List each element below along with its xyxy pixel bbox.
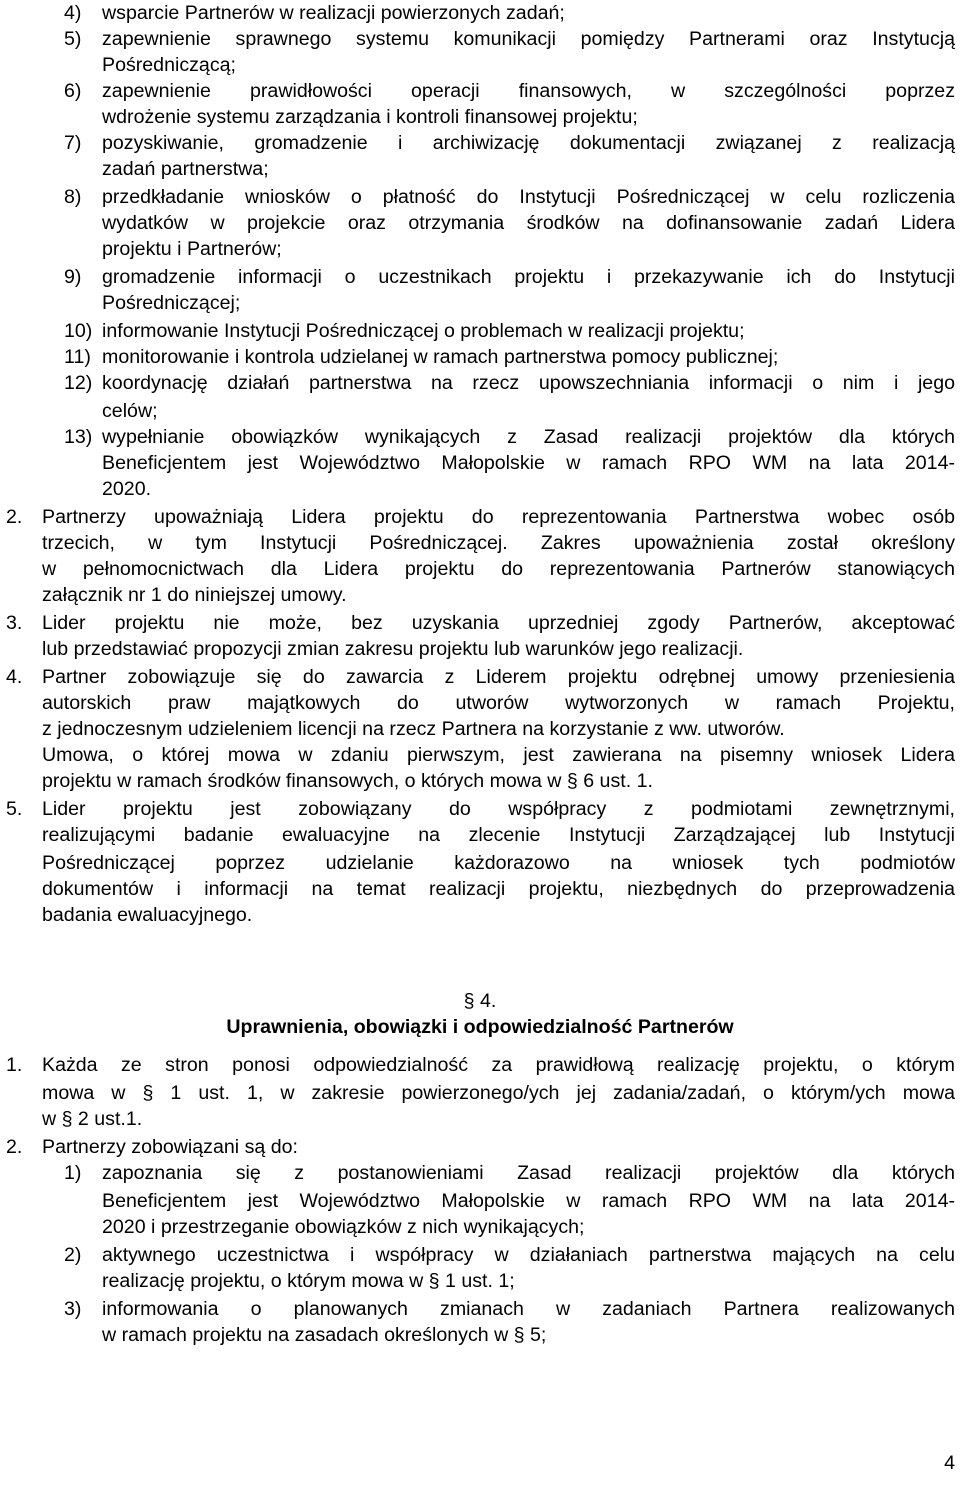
line-text: informowanie Instytucji Pośredniczącej o problemach w realizacji projektu; — [102, 320, 745, 342]
line-text: informowania o planowanych zmianach w zadaniach Partnera realizowanych — [102, 1298, 955, 1320]
list-number: 7) — [64, 132, 82, 154]
list-number: 9) — [64, 266, 82, 288]
list-number: 5. — [6, 798, 23, 820]
line-text: 2020 i przestrzeganie obowiązków z nich wynikających; — [102, 1216, 585, 1238]
line-text: Pośredniczącej; — [102, 292, 241, 314]
line-text: wdrożenie systemu zarządzania i kontroli finansowej projektu; — [102, 106, 638, 128]
list-number: 11) — [64, 346, 91, 368]
list-number: 1. — [6, 1054, 23, 1076]
line-text: Lider projektu jest zobowiązany do współpracy z podmiotami zewnętrznymi, — [42, 798, 955, 820]
list-number: 10) — [64, 320, 93, 342]
line-text: z jednoczesnym udzieleniem licencji na rzecz Partnera na korzystanie z ww. utworów. — [42, 718, 785, 740]
line-text: 2020. — [102, 478, 152, 500]
line-text: wydatków w projekcie oraz otrzymania środków na dofinansowanie zadań Lidera — [102, 212, 955, 234]
line-text: Beneficjentem jest Województwo Małopolskie w ramach RPO WM na lata 2014- — [102, 452, 955, 474]
list-number: 4) — [64, 2, 82, 24]
line-text: zadań partnerstwa; — [102, 158, 269, 180]
line-text: projektu i Partnerów; — [102, 238, 282, 260]
list-number: 2. — [6, 506, 23, 528]
section-number: § 4. — [463, 990, 497, 1012]
line-text: zapoznania się z postanowieniami Zasad realizacji projektów dla których — [102, 1162, 955, 1184]
list-number: 1) — [64, 1162, 82, 1184]
line-text: zapewnienie prawidłowości operacji finansowych, w szczególności poprzez — [102, 80, 955, 102]
line-text: Umowa, o której mowa w zdaniu pierwszym, jest zawierana na pisemny wniosek Lidera — [42, 744, 955, 766]
line-text: Partner zobowiązuje się do zawarcia z Liderem projektu odrębnej umowy przeniesienia — [42, 666, 955, 688]
line-text: przedkładanie wniosków o płatność do Instytucji Pośredniczącej w celu rozliczenia — [102, 186, 955, 208]
list-number: 3. — [6, 612, 23, 634]
line-text: aktywnego uczestnictwa i współpracy w działaniach partnerstwa mających na celu — [102, 1244, 955, 1266]
line-text: badania ewaluacyjnego. — [42, 904, 253, 926]
line-text: Partnerzy upoważniają Lidera projektu do reprezentowania Partnerstwa wobec osób — [42, 506, 955, 528]
list-number: 6) — [64, 80, 82, 102]
list-number: 3) — [64, 1298, 82, 1320]
line-text: Beneficjentem jest Województwo Małopolskie w ramach RPO WM na lata 2014- — [102, 1190, 955, 1212]
line-text: lub przedstawiać propozycji zmian zakresu projektu lub warunków jego realizacji. — [42, 638, 744, 660]
line-text: Partnerzy zobowiązani są do: — [42, 1136, 298, 1158]
page-number: 4 — [944, 1452, 955, 1474]
line-text: dokumentów i informacji na temat realizacji projektu, niezbędnych do przeprowadzenia — [42, 878, 955, 900]
line-text: celów; — [102, 400, 158, 422]
section-title: Uprawnienia, obowiązki i odpowiedzialność Partnerów — [226, 1016, 734, 1038]
list-number: 2. — [6, 1136, 23, 1158]
line-text: wypełnianie obowiązków wynikających z Zasad realizacji projektów dla których — [102, 426, 955, 448]
list-number: 12) — [64, 372, 93, 394]
list-number: 4. — [6, 666, 23, 688]
line-text: gromadzenie informacji o uczestnikach projektu i przekazywanie ich do Instytucji — [102, 266, 955, 288]
line-text: wsparcie Partnerów w realizacji powierzonych zadań; — [102, 2, 565, 24]
list-number: 5) — [64, 28, 82, 50]
line-text: zapewnienie sprawnego systemu komunikacji pomiędzy Partnerami oraz Instytucją — [102, 28, 955, 50]
list-number: 8) — [64, 186, 82, 208]
line-text: autorskich praw majątkowych do utworów wytworzonych w ramach Projektu, — [42, 692, 955, 714]
list-number: 13) — [64, 426, 93, 448]
line-text: realizującymi badanie ewaluacyjne na zlecenie Instytucji Zarządzającej lub Instytucji — [42, 824, 955, 846]
line-text: projektu w ramach środków finansowych, o których mowa w § 6 ust. 1. — [42, 770, 653, 792]
line-text: Pośredniczącą; — [102, 54, 236, 76]
line-text: w pełnomocnictwach dla Lidera projektu do reprezentowania Partnerów stanowiących — [42, 558, 955, 580]
line-text: mowa w § 1 ust. 1, w zakresie powierzonego/ych jej zadania/zadań, o którym/ych mowa — [42, 1082, 955, 1104]
line-text: pozyskiwanie, gromadzenie i archiwizację dokumentacji związanej z realizacją — [102, 132, 955, 154]
line-text: załącznik nr 1 do niniejszej umowy. — [42, 584, 347, 606]
line-text: Lider projektu nie może, bez uzyskania uprzedniej zgody Partnerów, akceptować — [42, 612, 955, 634]
line-text: monitorowanie i kontrola udzielanej w ramach partnerstwa pomocy publicznej; — [102, 346, 779, 368]
list-number: 2) — [64, 1244, 82, 1266]
line-text: Pośredniczącej poprzez udzielanie każdorazowo na wniosek tych podmiotów — [42, 852, 955, 874]
line-text: koordynację działań partnerstwa na rzecz upowszechniania informacji o nim i jego — [102, 372, 955, 394]
line-text: w ramach projektu na zasadach określonych w § 5; — [102, 1324, 547, 1346]
line-text: Każda ze stron ponosi odpowiedzialność za prawidłową realizację projektu, o którym — [42, 1054, 955, 1076]
line-text: w § 2 ust.1. — [42, 1108, 143, 1130]
line-text: trzecich, w tym Instytucji Pośredniczącej. Zakres upoważnienia został określony — [42, 532, 955, 554]
line-text: realizację projektu, o którym mowa w § 1 ust. 1; — [102, 1270, 515, 1292]
